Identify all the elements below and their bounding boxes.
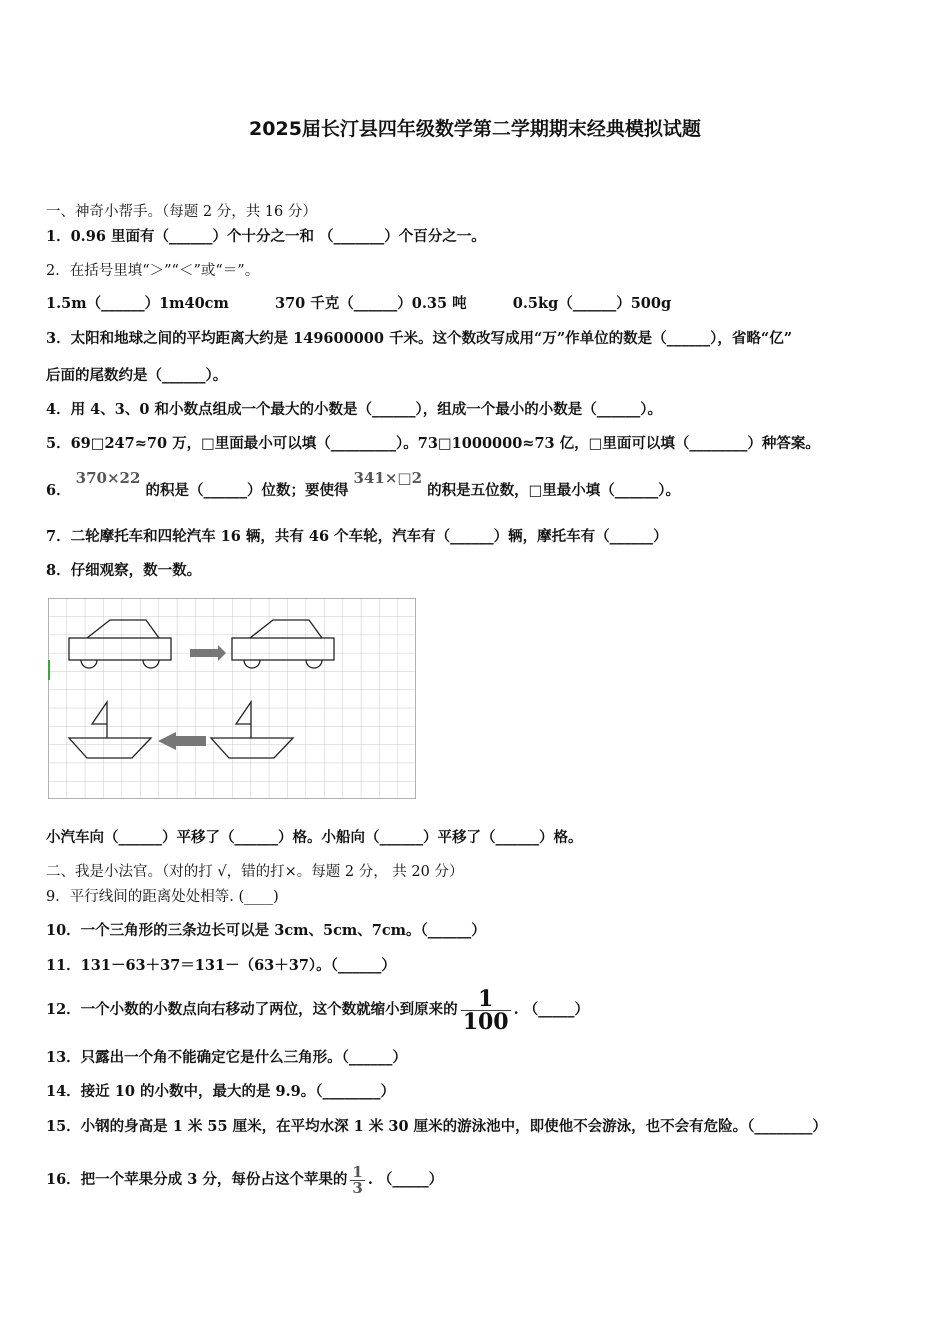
section-2-heading: 二、我是小法官。（对的打 √，错的打×。每题 2 分， 共 20 分） <box>46 864 464 880</box>
fraction-one-hundredth <box>461 985 511 1035</box>
question-3-line-1: 3．太阳和地球之间的平均距离大约是 149600000 千米。这个数改写成用“万”作单位的数是（______），省略“亿” <box>46 330 793 347</box>
question-14: 14．接近 10 的小数中，最大的是 9.9。（________） <box>46 1083 395 1100</box>
fraction-one-third <box>350 1162 364 1197</box>
question-2-item-a: 1.5m（______）1m40cm <box>46 295 229 312</box>
question-16-text: 16．把一个苹果分成 3 分，每份占这个苹果的 <box>46 1171 348 1188</box>
question-9: 9．平行线间的距离处处相等. (____) <box>46 889 279 905</box>
question-11: 11．131－63＋37＝131－（63＋37）。（______） <box>46 957 396 974</box>
question-12-text: 12．一个小数的小数点向右移动了两位，这个数就缩小到原来的 <box>46 1001 458 1018</box>
question-16-end: . （_____） <box>367 1171 444 1188</box>
fraction-numerator: 1 <box>352 1162 363 1181</box>
question-8: 8．仔细观察，数一数。 <box>46 562 202 579</box>
question-8-answer: 小汽车向（______）平移了（______）格。小船向（______）平移了（______）格。 <box>46 829 583 846</box>
question-4: 4．用 4、3、0 和小数点组成一个最大的小数是（______），组成一个最小的小数是（______）。 <box>46 401 662 418</box>
question-13: 13．只露出一个角不能确定它是什么三角形。（______） <box>46 1049 407 1066</box>
question-6-number: 6． <box>46 482 71 499</box>
fraction-denominator: 100 <box>462 1008 509 1035</box>
question-5: 5．69□247≈70 万，□里面最小可以填（_________）。73□1000000≈73 亿，□里面可以填（________）种答案。 <box>46 435 820 452</box>
question-12 <box>46 985 589 1035</box>
question-3-line-2: 后面的尾数约是（______）。 <box>46 367 228 384</box>
question-1: 1．0.96 里面有（______）个十分之一和 （_______）个百分之一。 <box>46 228 486 245</box>
translation-grid-figure <box>48 598 416 799</box>
question-6-expression-2: 341×□2 <box>353 469 423 487</box>
question-2-item-c: 0.5kg（______）500g <box>512 295 672 312</box>
question-6-expression-1: 370×22 <box>75 469 141 487</box>
question-6-end: 的积是五位数，□里最小填（______）。 <box>427 482 681 499</box>
page-title: 2025届长汀县四年级数学第二学期期末经典模拟试题 <box>249 118 701 140</box>
question-10: 10．一个三角形的三条边长可以是 3cm、5cm、7cm。（______） <box>46 922 486 939</box>
question-2-items <box>46 294 671 314</box>
question-2-item-b: 370 千克（______）0.35 吨 <box>274 295 467 312</box>
question-6 <box>46 468 680 513</box>
fraction-numerator: 1 <box>461 988 511 1011</box>
fraction-denominator: 3 <box>352 1178 363 1197</box>
section-1-heading: 一、神奇小帮手。（每题 2 分，共 16 分） <box>46 204 317 220</box>
question-7: 7．二轮摩托车和四轮汽车 16 辆，共有 46 个车轮，汽车有（______）辆，摩托车有（______） <box>46 528 668 545</box>
question-2: 2．在括号里填“＞”“＜”或“＝”。 <box>46 263 260 279</box>
question-6-middle: 的积是（______）位数；要使得 <box>145 482 349 499</box>
question-12-end: . （_____） <box>513 1001 589 1018</box>
question-15: 15．小钢的身高是 1 米 55 厘米，在平均水深 1 米 30 厘米的游泳池中，即使他不会游泳，也不会有危险。（________） <box>46 1118 827 1135</box>
question-16 <box>46 1150 443 1210</box>
